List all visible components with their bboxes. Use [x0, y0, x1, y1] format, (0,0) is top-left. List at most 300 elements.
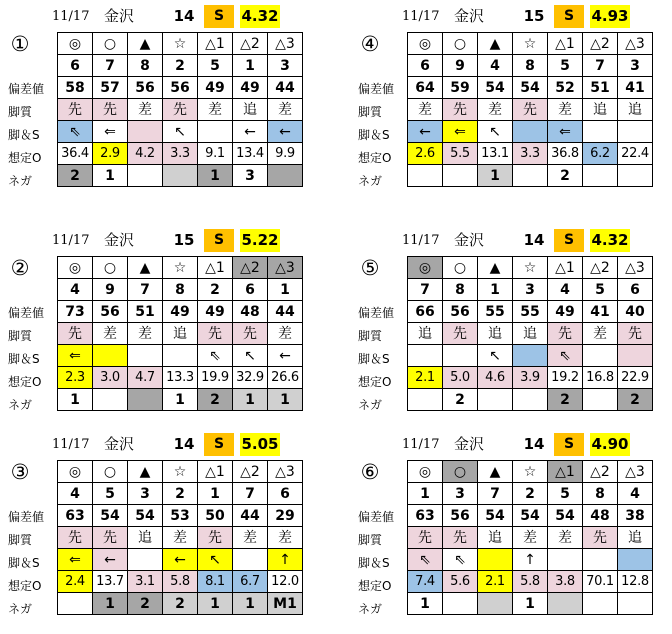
deviation-cell: 41 [618, 77, 653, 99]
deviation-cell: 49 [233, 77, 268, 99]
expected-odds-cell: 2.1 [478, 571, 513, 593]
running-style-cell: 差 [268, 323, 303, 345]
mark-cell: △1 [548, 461, 583, 483]
negative-cell: 1 [268, 389, 303, 411]
race-number: ② [10, 256, 30, 280]
deviation-cell: 54 [478, 77, 513, 99]
gate-cell: 6 [408, 55, 443, 77]
negative-cell: 1 [233, 593, 268, 615]
deviation-cell: 52 [548, 77, 583, 99]
leg-speed-cell: ⇖ [58, 121, 93, 143]
expected-odds-cell: 26.6 [268, 367, 303, 389]
odds-row [408, 571, 653, 593]
dev-row [408, 505, 653, 527]
mark-cell: ☆ [513, 461, 548, 483]
leg-speed-cell [163, 345, 198, 367]
gate-row [408, 483, 653, 505]
negative-cell: 2 [128, 593, 163, 615]
expected-odds-cell: 3.8 [548, 571, 583, 593]
expected-odds-cell: 13.4 [233, 143, 268, 165]
negative-cell [58, 593, 93, 615]
negative-cell [268, 165, 303, 187]
race-venue: 金沢 [103, 435, 134, 453]
race-panel [350, 428, 672, 634]
mark-cell: △3 [268, 257, 303, 279]
deviation-cell: 63 [58, 505, 93, 527]
negative-cell [443, 165, 478, 187]
leg-speed-cell [618, 121, 653, 143]
neg-row [408, 389, 653, 411]
mark-cell: ◎ [58, 33, 93, 55]
runner-count: 14 [523, 435, 545, 453]
row-label: 脚＆S [358, 352, 390, 366]
horse-grid [407, 256, 653, 411]
mark-cell: ○ [93, 257, 128, 279]
mark-cell: ◎ [58, 257, 93, 279]
s-label: S [554, 433, 584, 456]
race-date: 11/17 [402, 233, 440, 248]
mark-cell: ▲ [478, 257, 513, 279]
row-label: 想定O [8, 579, 42, 593]
running-style-cell: 差 [128, 99, 163, 121]
race-date: 11/17 [52, 233, 90, 248]
gate-cell: 8 [513, 55, 548, 77]
expected-odds-cell: 3.3 [513, 143, 548, 165]
leg-speed-cell: ← [268, 121, 303, 143]
row-label: 想定O [358, 151, 392, 165]
gate-cell: 1 [233, 55, 268, 77]
running-style-cell: 追 [478, 527, 513, 549]
deviation-cell: 51 [583, 77, 618, 99]
mark-cell: △3 [268, 33, 303, 55]
race-date: 11/17 [52, 437, 90, 452]
gate-cell: 5 [548, 55, 583, 77]
expected-odds-cell: 13.1 [478, 143, 513, 165]
odds-row [408, 143, 653, 165]
negative-cell [443, 593, 478, 615]
leg-speed-cell: ← [268, 345, 303, 367]
style-row [58, 99, 303, 121]
race-date: 11/17 [402, 437, 440, 452]
negative-cell: 1 [478, 165, 513, 187]
mark-cell: ○ [443, 33, 478, 55]
arrow-row [58, 121, 303, 143]
running-style-cell: 差 [513, 527, 548, 549]
deviation-cell: 38 [618, 505, 653, 527]
mark-cell: ◎ [408, 461, 443, 483]
expected-odds-cell: 5.6 [443, 571, 478, 593]
row-label: 脚質 [358, 105, 383, 119]
gate-cell: 1 [478, 279, 513, 301]
running-style-cell: 先 [618, 323, 653, 345]
row-label: 偏差値 [8, 510, 45, 524]
deviation-cell: 50 [198, 505, 233, 527]
race-panel [350, 224, 672, 430]
neg-row [58, 389, 303, 411]
gate-cell: 3 [268, 55, 303, 77]
s-value: 4.93 [590, 5, 630, 28]
leg-speed-cell: ← [408, 121, 443, 143]
mark-cell: △2 [233, 461, 268, 483]
gate-cell: 4 [58, 279, 93, 301]
marks-row [58, 461, 303, 483]
race-number: ⑤ [360, 256, 380, 280]
leg-speed-cell [513, 345, 548, 367]
horse-grid [57, 32, 303, 187]
leg-speed-cell: ⇖ [443, 549, 478, 571]
negative-cell: 1 [93, 165, 128, 187]
row-label: 偏差値 [8, 82, 45, 96]
dev-row [58, 505, 303, 527]
running-style-cell: 差 [128, 323, 163, 345]
expected-odds-cell: 2.9 [93, 143, 128, 165]
mark-cell: △2 [583, 461, 618, 483]
gate-cell: 4 [618, 483, 653, 505]
expected-odds-cell: 7.4 [408, 571, 443, 593]
gate-cell: 7 [478, 483, 513, 505]
leg-speed-cell [513, 121, 548, 143]
gate-cell: 7 [408, 279, 443, 301]
running-style-cell: 追 [618, 99, 653, 121]
deviation-cell: 54 [513, 505, 548, 527]
marks-row [408, 257, 653, 279]
mark-cell: △1 [198, 33, 233, 55]
deviation-cell: 44 [233, 505, 268, 527]
negative-cell [128, 165, 163, 187]
race-venue: 金沢 [103, 231, 134, 249]
mark-cell: △3 [618, 33, 653, 55]
gate-cell: 8 [443, 279, 478, 301]
gate-cell: 1 [408, 483, 443, 505]
leg-speed-cell [618, 549, 653, 571]
gate-cell: 7 [583, 55, 618, 77]
negative-cell: 3 [233, 165, 268, 187]
negative-cell: 2 [198, 389, 233, 411]
leg-speed-cell [198, 121, 233, 143]
gate-row [58, 483, 303, 505]
deviation-cell: 51 [128, 301, 163, 323]
expected-odds-cell: 3.9 [513, 367, 548, 389]
gate-cell: 4 [478, 55, 513, 77]
neg-row [408, 593, 653, 615]
leg-speed-cell [618, 345, 653, 367]
race-panel [350, 0, 672, 206]
mark-cell: ◎ [58, 461, 93, 483]
expected-odds-cell: 36.4 [58, 143, 93, 165]
gate-cell: 2 [163, 55, 198, 77]
mark-cell: △3 [618, 257, 653, 279]
negative-cell: 1 [233, 389, 268, 411]
deviation-cell: 56 [163, 77, 198, 99]
deviation-cell: 29 [268, 505, 303, 527]
deviation-cell: 54 [478, 505, 513, 527]
gate-cell: 9 [443, 55, 478, 77]
expected-odds-cell: 19.9 [198, 367, 233, 389]
arrow-row [408, 121, 653, 143]
style-row [408, 99, 653, 121]
negative-cell: M1 [268, 593, 303, 615]
expected-odds-cell: 22.4 [618, 143, 653, 165]
mark-cell: ○ [443, 257, 478, 279]
mark-cell: ○ [93, 461, 128, 483]
deviation-cell: 41 [583, 301, 618, 323]
leg-speed-cell: ⇖ [198, 345, 233, 367]
mark-cell: △2 [233, 33, 268, 55]
race-panel [0, 428, 322, 634]
odds-row [58, 571, 303, 593]
leg-speed-cell: ↑ [513, 549, 548, 571]
gate-cell: 2 [198, 279, 233, 301]
expected-odds-cell: 70.1 [583, 571, 618, 593]
mark-cell: △1 [548, 257, 583, 279]
gate-row [58, 279, 303, 301]
deviation-cell: 63 [408, 505, 443, 527]
row-label: ネガ [8, 398, 33, 412]
running-style-cell: 差 [583, 323, 618, 345]
negative-cell [163, 165, 198, 187]
gate-cell: 1 [198, 483, 233, 505]
running-style-cell: 先 [93, 99, 128, 121]
style-row [408, 323, 653, 345]
row-label: 脚質 [8, 329, 33, 343]
deviation-cell: 53 [163, 505, 198, 527]
row-label: 想定O [358, 375, 392, 389]
mark-cell: ▲ [478, 461, 513, 483]
row-label: 脚質 [358, 533, 383, 547]
expected-odds-cell: 5.8 [513, 571, 548, 593]
mark-cell: ▲ [128, 257, 163, 279]
row-label: 脚＆S [8, 128, 40, 142]
negative-cell: 1 [58, 389, 93, 411]
gate-cell: 3 [443, 483, 478, 505]
deviation-cell: 49 [163, 301, 198, 323]
runner-count: 14 [173, 7, 195, 25]
leg-speed-cell: ⇐ [93, 121, 128, 143]
gate-cell: 9 [93, 279, 128, 301]
runner-count: 14 [173, 435, 195, 453]
gate-cell: 5 [93, 483, 128, 505]
s-value: 5.22 [240, 229, 280, 252]
running-style-cell: 差 [163, 527, 198, 549]
arrow-row [58, 549, 303, 571]
running-style-cell: 差 [233, 527, 268, 549]
s-value: 5.05 [240, 433, 280, 456]
mark-cell: △1 [198, 257, 233, 279]
mark-cell: ▲ [128, 33, 163, 55]
deviation-cell: 48 [233, 301, 268, 323]
running-style-cell: 差 [548, 527, 583, 549]
running-style-cell: 差 [93, 323, 128, 345]
gate-cell: 2 [163, 483, 198, 505]
horse-grid [57, 256, 303, 411]
negative-cell [583, 389, 618, 411]
expected-odds-cell: 5.5 [443, 143, 478, 165]
running-style-cell: 追 [163, 323, 198, 345]
row-label: 脚＆S [358, 128, 390, 142]
mark-cell: ☆ [513, 257, 548, 279]
expected-odds-cell: 9.9 [268, 143, 303, 165]
expected-odds-cell: 6.2 [583, 143, 618, 165]
running-style-cell: 先 [198, 323, 233, 345]
leg-speed-cell [443, 345, 478, 367]
gate-cell: 3 [618, 55, 653, 77]
gate-cell: 6 [58, 55, 93, 77]
negative-cell: 1 [513, 593, 548, 615]
leg-speed-cell: ⇖ [548, 345, 583, 367]
deviation-cell: 59 [443, 77, 478, 99]
mark-cell: ○ [93, 33, 128, 55]
running-style-cell: 差 [268, 99, 303, 121]
gate-cell: 6 [268, 483, 303, 505]
expected-odds-cell: 19.2 [548, 367, 583, 389]
mark-cell: ○ [443, 461, 478, 483]
running-style-cell: 差 [408, 99, 443, 121]
gate-cell: 7 [233, 483, 268, 505]
negative-cell: 2 [548, 389, 583, 411]
leg-speed-cell: ⇖ [408, 549, 443, 571]
leg-speed-cell [583, 549, 618, 571]
s-label: S [554, 5, 584, 28]
s-label: S [554, 229, 584, 252]
row-label: ネガ [8, 602, 33, 616]
deviation-cell: 49 [198, 301, 233, 323]
row-label: ネガ [358, 398, 383, 412]
s-value: 4.32 [240, 5, 280, 28]
leg-speed-cell: ↖ [163, 121, 198, 143]
negative-cell: 2 [548, 165, 583, 187]
negative-cell: 1 [198, 165, 233, 187]
expected-odds-cell: 3.0 [93, 367, 128, 389]
leg-speed-cell: ⇐ [443, 121, 478, 143]
mark-cell: ☆ [163, 33, 198, 55]
expected-odds-cell: 36.8 [548, 143, 583, 165]
running-style-cell: 追 [583, 99, 618, 121]
runner-count: 14 [523, 231, 545, 249]
marks-row [408, 33, 653, 55]
expected-odds-cell: 4.2 [128, 143, 163, 165]
row-label: 脚質 [8, 533, 33, 547]
race-venue: 金沢 [453, 7, 484, 25]
leg-speed-cell: ↖ [478, 121, 513, 143]
mark-cell: ◎ [408, 33, 443, 55]
expected-odds-cell: 4.7 [128, 367, 163, 389]
gate-cell: 6 [233, 279, 268, 301]
running-style-cell: 先 [58, 323, 93, 345]
deviation-cell: 66 [408, 301, 443, 323]
gate-cell: 8 [583, 483, 618, 505]
deviation-cell: 56 [93, 301, 128, 323]
running-style-cell: 先 [58, 527, 93, 549]
style-row [58, 323, 303, 345]
leg-speed-cell: ↖ [233, 345, 268, 367]
expected-odds-cell: 2.4 [58, 571, 93, 593]
row-label: 想定O [8, 151, 42, 165]
running-style-cell: 先 [163, 99, 198, 121]
negative-cell: 1 [408, 593, 443, 615]
mark-cell: ◎ [408, 257, 443, 279]
mark-cell: ▲ [478, 33, 513, 55]
deviation-cell: 49 [548, 301, 583, 323]
deviation-cell: 49 [198, 77, 233, 99]
row-label: 脚質 [358, 329, 383, 343]
mark-cell: △2 [583, 33, 618, 55]
mark-cell: △2 [233, 257, 268, 279]
gate-cell: 5 [198, 55, 233, 77]
negative-cell [583, 165, 618, 187]
row-label: ネガ [358, 174, 383, 188]
negative-cell [548, 593, 583, 615]
race-venue: 金沢 [453, 231, 484, 249]
expected-odds-cell: 22.9 [618, 367, 653, 389]
deviation-cell: 56 [443, 301, 478, 323]
running-style-cell: 先 [93, 527, 128, 549]
race-date: 11/17 [52, 9, 90, 24]
race-venue: 金沢 [453, 435, 484, 453]
gate-cell: 5 [583, 279, 618, 301]
row-label: 脚＆S [8, 556, 40, 570]
row-label: 想定O [358, 579, 392, 593]
negative-cell: 1 [198, 593, 233, 615]
expected-odds-cell: 9.1 [198, 143, 233, 165]
leg-speed-cell: ← [93, 549, 128, 571]
leg-speed-cell: ← [163, 549, 198, 571]
neg-row [58, 593, 303, 615]
s-value: 4.32 [590, 229, 630, 252]
deviation-cell: 54 [93, 505, 128, 527]
gate-cell: 1 [268, 279, 303, 301]
running-style-cell: 追 [513, 323, 548, 345]
leg-speed-cell: ↖ [198, 549, 233, 571]
negative-cell: 2 [618, 389, 653, 411]
expected-odds-cell: 12.0 [268, 571, 303, 593]
race-number: ④ [360, 32, 380, 56]
running-style-cell: 追 [618, 527, 653, 549]
mark-cell: ☆ [513, 33, 548, 55]
gate-row [58, 55, 303, 77]
expected-odds-cell: 16.8 [583, 367, 618, 389]
leg-speed-cell [583, 121, 618, 143]
running-style-cell: 先 [513, 99, 548, 121]
leg-speed-cell [93, 345, 128, 367]
running-style-cell: 先 [233, 323, 268, 345]
mark-cell: △3 [618, 461, 653, 483]
negative-cell [583, 593, 618, 615]
style-row [408, 527, 653, 549]
running-style-cell: 先 [583, 527, 618, 549]
expected-odds-cell: 6.7 [233, 571, 268, 593]
row-label: 偏差値 [8, 306, 45, 320]
leg-speed-cell: ⇐ [548, 121, 583, 143]
running-style-cell: 先 [58, 99, 93, 121]
deviation-cell: 57 [93, 77, 128, 99]
gate-row [408, 55, 653, 77]
negative-cell [478, 389, 513, 411]
row-label: 脚＆S [358, 556, 390, 570]
mark-cell: △1 [198, 461, 233, 483]
runner-count: 15 [173, 231, 195, 249]
expected-odds-cell: 2.1 [408, 367, 443, 389]
race-venue: 金沢 [103, 7, 134, 25]
negative-cell: 2 [58, 165, 93, 187]
arrow-row [408, 345, 653, 367]
row-label: 偏差値 [358, 306, 395, 320]
gate-cell: 5 [548, 483, 583, 505]
running-style-cell: 差 [478, 99, 513, 121]
gate-cell: 7 [128, 279, 163, 301]
marks-row [58, 257, 303, 279]
expected-odds-cell: 32.9 [233, 367, 268, 389]
expected-odds-cell: 2.6 [408, 143, 443, 165]
